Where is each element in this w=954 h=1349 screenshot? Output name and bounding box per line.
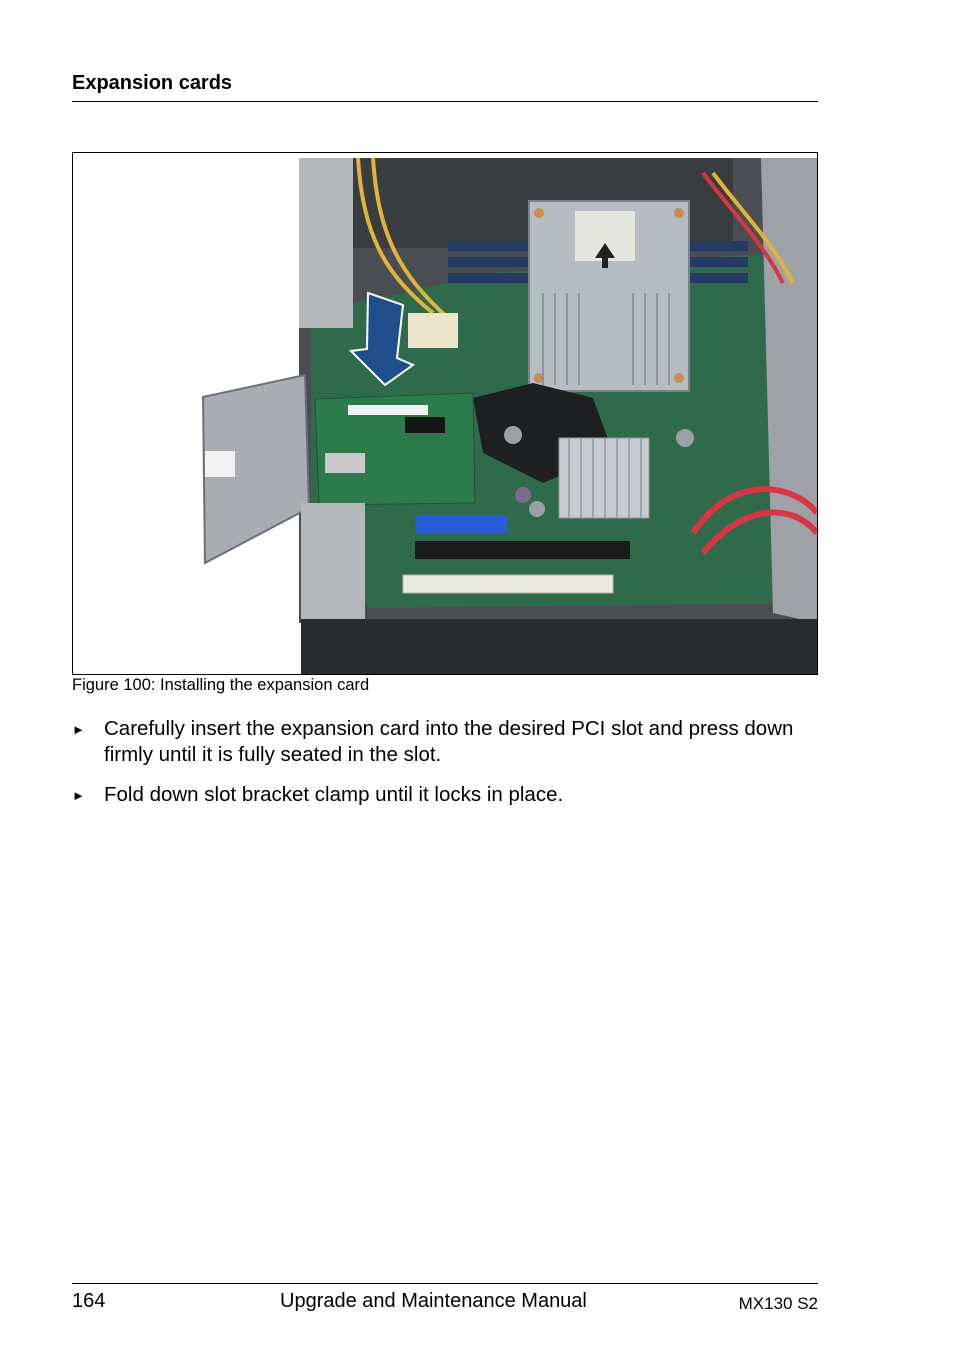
- footer-rule: [72, 1283, 818, 1284]
- step-insert-card: [72, 716, 818, 768]
- bullet-arrow-icon: ►: [72, 788, 85, 803]
- expansion-card-photo: [73, 153, 817, 674]
- bullet-arrow-icon: ►: [72, 722, 85, 737]
- header-rule: [72, 101, 818, 102]
- figure-caption: Figure 100: Installing the expansion card: [72, 676, 370, 694]
- step-text: Carefully insert the expansion card into the desired PCI slot and press down firmly until it is fully seated in the slot.: [104, 717, 794, 766]
- step-text: Fold down slot bracket clamp until it locks in place.: [104, 783, 564, 806]
- manual-title: Upgrade and Maintenance Manual: [280, 1290, 587, 1312]
- step-fold-clamp: [72, 782, 818, 808]
- model-name: MX130 S2: [738, 1294, 818, 1313]
- figure-frame: [72, 152, 818, 675]
- page-number: 164: [72, 1290, 106, 1312]
- header-title: Expansion cards: [72, 72, 233, 94]
